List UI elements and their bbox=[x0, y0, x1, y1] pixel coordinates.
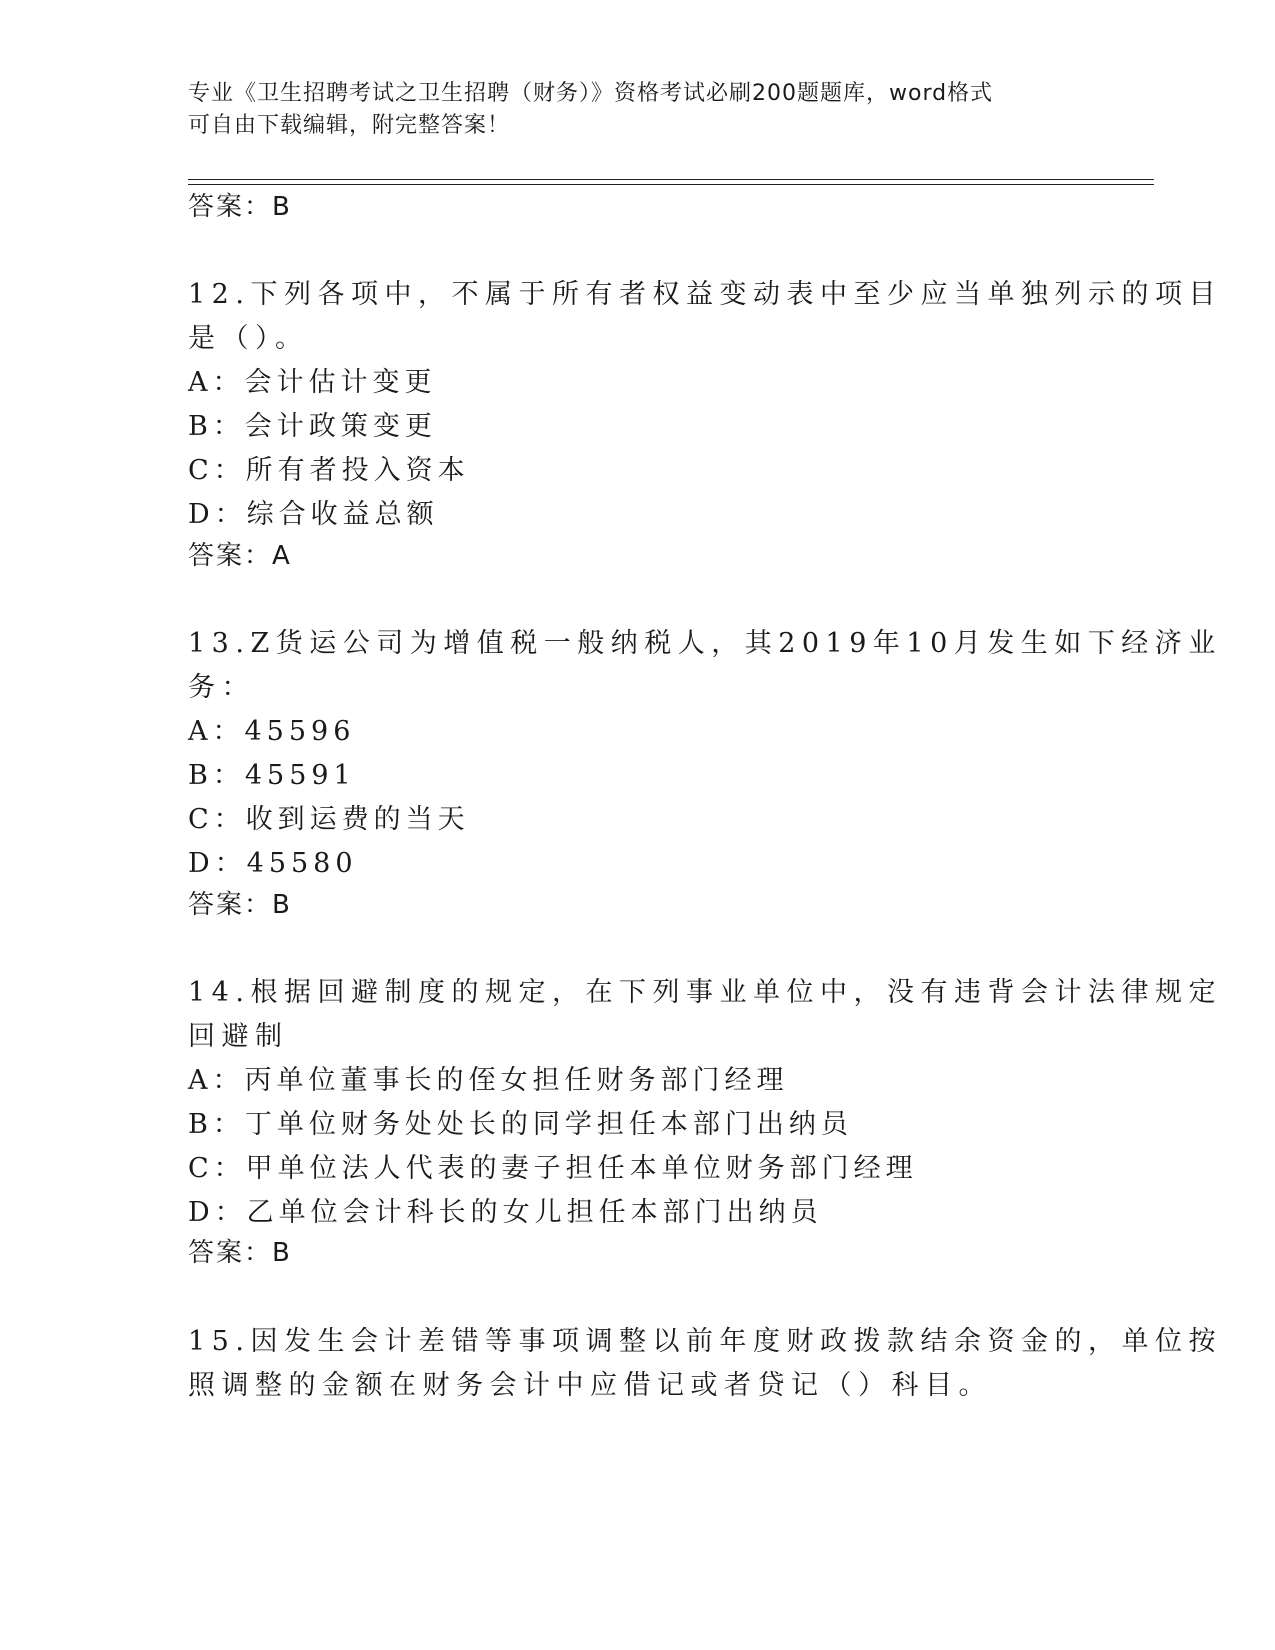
question-12-option-c: C：所有者投入资本 bbox=[188, 455, 470, 486]
question-14-option-b: B：丁单位财务处处长的同学担任本部门出纳员 bbox=[188, 1109, 853, 1140]
question-14-option-d: D：乙单位会计科长的女儿担任本部门出纳员 bbox=[188, 1197, 823, 1228]
answer-12: 答案：A bbox=[188, 541, 292, 571]
question-13-option-b: B：45591 bbox=[188, 760, 356, 791]
answer-11: 答案：B bbox=[188, 192, 292, 222]
question-12-option-d: D：综合收益总额 bbox=[188, 499, 439, 530]
question-15-text-line-2: 照调整的金额在财务会计中应借记或者贷记（）科目。 bbox=[188, 1370, 992, 1401]
question-13-text-line-2: 务： bbox=[188, 672, 255, 703]
question-12-option-a: A：会计估计变更 bbox=[188, 367, 437, 398]
header-title-line-1: 专业《卫生招聘考试之卫生招聘（财务）》资格考试必刷200题题库，word格式 bbox=[188, 81, 994, 106]
header-title-line-2: 可自由下载编辑，附完整答案！ bbox=[188, 113, 511, 138]
header-divider-top bbox=[188, 179, 1154, 180]
question-14-option-c: C：甲单位法人代表的妻子担任本单位财务部门经理 bbox=[188, 1153, 918, 1184]
question-12-text-line-1: 12.下列各项中，不属于所有者权益变动表中至少应当单独列示的项目 bbox=[188, 279, 1222, 310]
question-14-option-a: A：丙单位董事长的侄女担任财务部门经理 bbox=[188, 1065, 789, 1096]
question-13-option-d: D：45580 bbox=[188, 848, 358, 879]
answer-14: 答案：B bbox=[188, 1238, 292, 1268]
question-13-text-line-1: 13.Z货运公司为增值税一般纳税人，其2019年10月发生如下经济业 bbox=[188, 628, 1222, 659]
answer-13: 答案：B bbox=[188, 890, 292, 920]
question-12-text-line-2: 是（）。 bbox=[188, 323, 309, 354]
question-14-text-line-2: 回避制 bbox=[188, 1021, 289, 1052]
header-divider-bottom bbox=[188, 184, 1154, 185]
question-12-option-b: B：会计政策变更 bbox=[188, 411, 437, 442]
question-13-option-a: A：45596 bbox=[188, 716, 356, 747]
question-14-text-line-1: 14.根据回避制度的规定，在下列事业单位中，没有违背会计法律规定 bbox=[188, 977, 1222, 1008]
question-15-text-line-1: 15.因发生会计差错等事项调整以前年度财政拨款结余资金的，单位按 bbox=[188, 1326, 1222, 1357]
question-13-option-c: C：收到运费的当天 bbox=[188, 804, 470, 835]
